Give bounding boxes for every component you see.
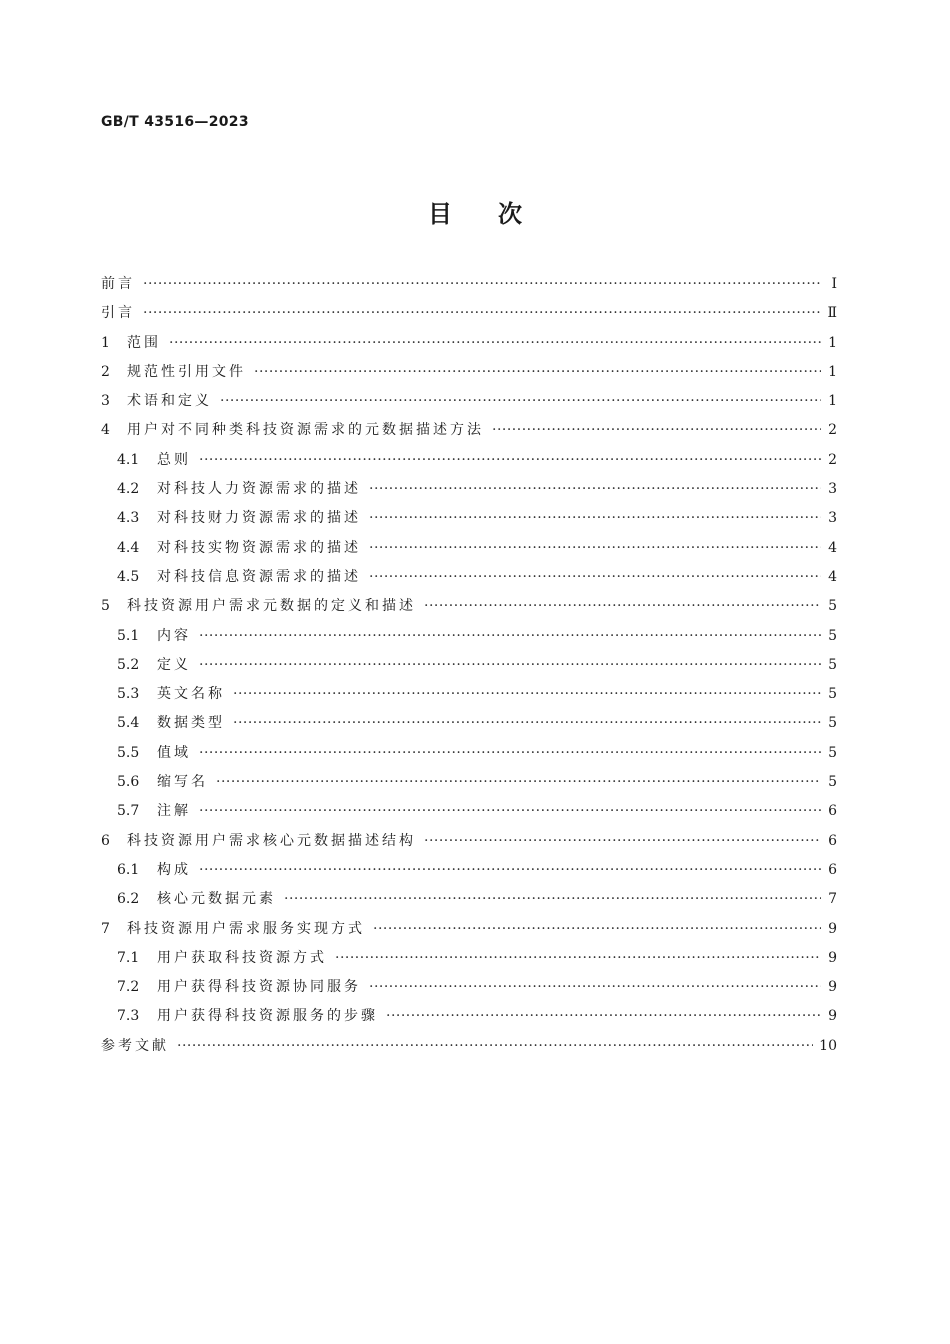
toc-leader-dots [424,592,821,621]
toc-entry[interactable] [101,534,837,563]
toc-entry-page: 6 [828,861,837,878]
toc-leader-dots [369,973,821,1002]
toc-entry-page: 2 [828,451,837,468]
toc-leader-dots [369,563,821,592]
toc-entry-page: Ⅰ [831,276,837,292]
toc-entry-number: 5.6 [117,774,140,791]
toc-entry-label: 规范性引用文件 [127,363,246,380]
toc-entry-number: 7.3 [117,1008,140,1025]
page-title: 目次 [428,200,568,228]
toc-leader-dots [233,680,821,709]
toc-entry-label: 定义 [157,656,191,673]
toc-entry-label: 用户获取科技资源方式 [157,949,327,966]
toc-entry-number: 5.1 [117,627,140,644]
toc-entry-label: 注解 [157,803,191,820]
toc-leader-dots [216,768,821,797]
toc-entry-page: 10 [819,1037,837,1054]
toc-entry-number: 5.7 [117,803,140,820]
toc-leader-dots [169,329,821,358]
toc-entry-number: 6 [101,832,110,849]
toc-entry-label: 缩写名 [157,774,208,791]
toc-entry-number: 5 [101,598,110,615]
toc-leader-dots [220,387,821,416]
toc-leader-dots [369,534,821,563]
toc-entry-page: 5 [828,656,837,673]
toc-entry-label: 引言 [101,305,135,322]
toc-entry[interactable] [101,797,837,826]
standard-code: GB/T 43516—2023 [101,114,249,130]
toc-entry-number: 5.4 [117,715,140,732]
toc-entry-label: 对科技人力资源需求的描述 [157,481,361,498]
toc-entry-label: 术语和定义 [127,393,212,410]
toc-entry[interactable] [101,973,837,1002]
toc-entry-page: 4 [828,539,837,556]
toc-entry-number: 7.2 [117,979,140,996]
toc-entry-page: 5 [828,627,837,644]
toc-entry-page: 3 [828,510,837,527]
toc-entry-label: 对科技信息资源需求的描述 [157,568,361,585]
toc-entry-page: 9 [828,949,837,966]
toc-entry-number: 4 [101,422,110,439]
toc-entry-label: 科技资源用户需求服务实现方式 [127,920,365,937]
toc-leader-dots [369,475,821,504]
toc-leader-dots [199,797,821,826]
toc-leader-dots [143,270,821,299]
toc-entry-label: 用户获得科技资源协同服务 [157,979,361,996]
toc-entry-label: 数据类型 [157,715,225,732]
toc-leader-dots [254,358,821,387]
toc-entry[interactable] [101,856,837,885]
toc-entry[interactable] [101,944,837,973]
toc-entry-label: 用户获得科技资源服务的步骤 [157,1008,378,1025]
toc-entry-page: 9 [828,979,837,996]
toc-entry[interactable] [101,885,837,914]
toc-entry[interactable] [101,329,837,358]
toc-entry[interactable] [101,827,837,856]
toc-entry-page: 1 [828,363,837,380]
toc-entry-page: 6 [828,832,837,849]
toc-entry-number: 7.1 [117,949,140,966]
toc-entry-label: 用户对不同种类科技资源需求的元数据描述方法 [127,422,484,439]
toc-entry[interactable] [101,446,837,475]
toc-leader-dots [369,504,821,533]
toc-leader-dots [373,915,821,944]
toc-entry-page: 3 [828,481,837,498]
table-of-contents [101,270,837,1061]
toc-entry-number: 5.5 [117,744,140,761]
toc-entry-label: 核心元数据元素 [157,891,276,908]
toc-leader-dots [177,1032,813,1061]
toc-entry[interactable] [101,768,837,797]
toc-entry-label: 构成 [157,861,191,878]
toc-entry-page: 5 [828,598,837,615]
toc-entry[interactable] [101,1002,837,1031]
toc-entry[interactable] [101,915,837,944]
toc-entry[interactable] [101,416,837,445]
toc-entry-label: 科技资源用户需求核心元数据描述结构 [127,832,416,849]
toc-entry-number: 5.2 [117,656,140,673]
toc-entry-number: 2 [101,363,110,380]
toc-entry-page: 2 [828,422,837,439]
toc-entry[interactable] [101,504,837,533]
toc-entry-number: 3 [101,393,110,410]
toc-entry-page: 6 [828,803,837,820]
toc-entry-page: 9 [828,1008,837,1025]
toc-leader-dots [424,827,821,856]
toc-entry[interactable] [101,299,837,328]
toc-entry-number: 6.2 [117,891,140,908]
toc-entry[interactable] [101,680,837,709]
toc-entry-number: 4.5 [117,568,140,585]
toc-entry-number: 4.1 [117,451,140,468]
toc-entry[interactable] [101,563,837,592]
toc-entry-page: 1 [828,334,837,351]
toc-leader-dots [199,622,821,651]
toc-entry-number: 4.3 [117,510,140,527]
toc-entry-page: 4 [828,568,837,585]
toc-entry-label: 参考文献 [101,1037,169,1054]
toc-entry-page: 1 [828,393,837,410]
toc-entry[interactable] [101,622,837,651]
toc-entry-page: 9 [828,920,837,937]
toc-leader-dots [386,1002,821,1031]
toc-entry-label: 总则 [157,451,191,468]
toc-leader-dots [199,651,821,680]
toc-entry-number: 4.4 [117,539,140,556]
toc-entry-number: 5.3 [117,686,140,703]
toc-leader-dots [335,944,821,973]
toc-entry-label: 对科技实物资源需求的描述 [157,539,361,556]
toc-entry-label: 英文名称 [157,686,225,703]
toc-leader-dots [284,885,821,914]
toc-leader-dots [199,856,821,885]
toc-entry-label: 前言 [101,276,135,292]
toc-entry-page: 5 [828,715,837,732]
toc-entry-label: 范围 [127,334,161,351]
toc-entry[interactable] [101,475,837,504]
toc-entry[interactable] [101,709,837,738]
toc-entry-number: 7 [101,920,110,937]
toc-entry-page: Ⅱ [827,305,837,322]
toc-leader-dots [199,739,821,768]
toc-entry[interactable] [101,270,837,299]
toc-entry-label: 值域 [157,744,191,761]
toc-entry[interactable] [101,739,837,768]
toc-leader-dots [233,709,821,738]
toc-entry-number: 1 [101,334,110,351]
toc-entry[interactable] [101,592,837,621]
toc-leader-dots [143,299,821,328]
toc-entry-label: 内容 [157,627,191,644]
toc-entry[interactable] [101,358,837,387]
toc-leader-dots [492,416,821,445]
toc-leader-dots [199,446,821,475]
toc-entry-number: 6.1 [117,861,140,878]
toc-entry-page: 5 [828,686,837,703]
toc-entry-page: 7 [828,891,837,908]
toc-entry-label: 对科技财力资源需求的描述 [157,510,361,527]
toc-entry-page: 5 [828,744,837,761]
toc-entry-number: 4.2 [117,481,140,498]
toc-entry-page: 5 [828,774,837,791]
toc-entry-label: 科技资源用户需求元数据的定义和描述 [127,598,416,615]
toc-entry[interactable] [101,651,837,680]
toc-entry[interactable] [101,1032,837,1061]
toc-entry[interactable] [101,387,837,416]
